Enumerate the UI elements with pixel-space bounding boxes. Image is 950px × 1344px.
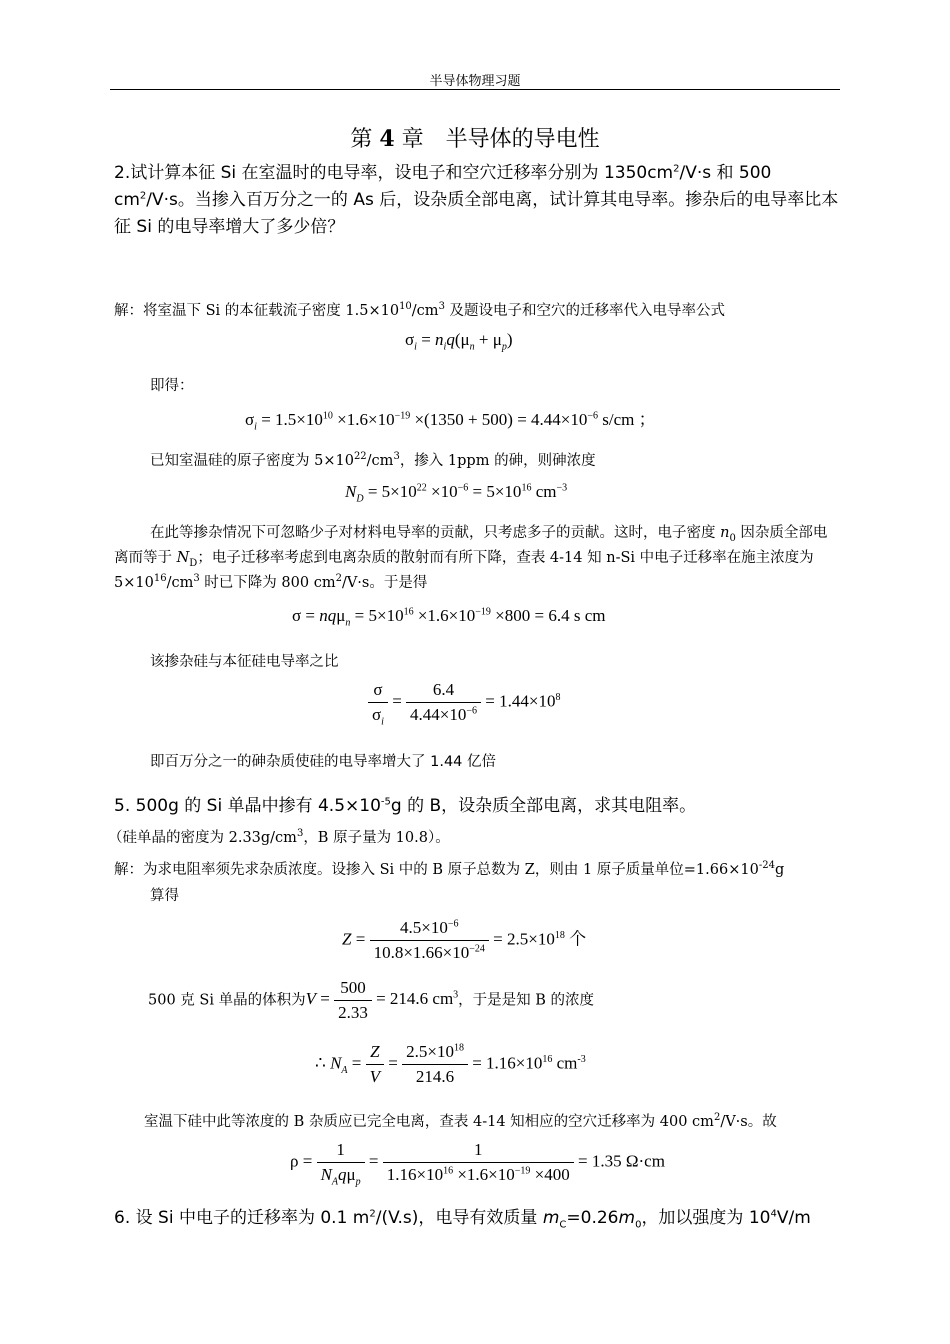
q2-eq-ratio: $\frac{\sigma}{\sigma_i}$ = $\frac{6.4}{4.44\times 10^{-6}}$ = $1.44\times 10^8$ [368,680,560,725]
q2-eq-arsenic-concentration: $N_D = 5\times 10^{22} \times 10^{-6} = 5\times 10^{16}$ $cm^{-3}$ [345,482,568,505]
q2-eq-doped-conductivity: $\sigma = nq\mu_n = 5\times 10^{16} \times 1.6\times 10^{-19} \times 800 = 6.4$ s cm [292,606,606,629]
page-header: 半导体物理习题 [429,74,521,89]
q5-solution-intro: 解：为求电阻率须先求杂质浓度。设掺入 Si 中的 B 原子总数为 Z，则由 1 原子质量单位$=1.66\times 10^{-24}g$ [114,860,785,878]
q2-ratio-intro: 该掺杂硅与本征硅电导率之比 [150,654,339,670]
q2-solution-intro: 解：将室温下 Si 的本征载流子密度 $1.5\times 10^{10}/cm^3$ 及题设电子和空穴的迁移率代入电导率公式 [114,301,726,319]
q5-volume-line: 500 克 Si 单晶的体积为V = $\frac{500}{2.33}$ = 214.6 $cm^3$，于是是知 B 的浓度 [148,978,595,1022]
q5-note: （硅单晶的密度为 $2.33g/cm^3$，B 原子量为 10.8）。 [108,828,450,846]
header-rule [110,89,840,90]
q5-solution-intro-2: 算得 [150,888,179,904]
q2-atom-density: 已知室温硅的原子密度为 $5\times 10^{22}/cm^3$，掺入 1ppm 的砷，则砷浓度 [150,451,596,469]
question-5: 5. 500g 的 Si 单晶中掺有 $4.5\times 10^{-5}g$ 的 B，设杂质全部电离，求其电阻率。 [114,796,697,816]
q2-jide: 即得： [150,378,194,394]
q2-paragraph-majority: 在此等掺杂情况下可忽略少子对材料电导率的贡献，只考虑多子的贡献。这时，电子密度 $n_0$ 因杂质全部电离而等于 $N_D$；电子迁移率考虑到电离杂质的散射而有所下降，查表 4-14 知 n-Si 中电子迁移率在施主浓度为 $5\times 10^{16}/cm^3$ 时已下降为 800 $cm^2/V\cdot s$。于是得 [114,525,828,591]
q5-eq-resistivity: ρ = $\frac{1}{N_Aq\mu_p}$ = $\frac{1}{1.16\times 10^{16} \times 1.6\times 10^{-19} \times 400}$ = 1.35 Ω·cm [290,1140,665,1188]
q2-eq-conductivity-formula: $\sigma_i = n_iq(\mu_n + \mu_p)$ [405,330,513,353]
q5-paragraph-ionized: 室温下硅中此等浓度的 B 杂质应已完全电离，查表 4-14 知相应的空穴迁移率为 400 $cm^2/V\cdot s$。故 [144,1112,777,1130]
chapter-title: 第 4 章 半导体的导电性 [350,126,600,152]
q5-eq-atom-count: Z = $\frac{4.5\times 10^{-6}}{10.8\times 1.66\times 10^{-24}}$ = $2.5\times 10^{18}$ 个 [342,918,587,962]
q2-conclusion: 即百万分之一的砷杂质使硅的电导率增大了 1.44 亿倍 [150,754,497,770]
q2-eq-intrinsic-value: $\sigma_i = 1.5\times 10^{10} \times 1.6\times 10^{-19} \times(1350 + 500) = 4.44\times 10^{-6}$ s/cm ； [245,410,656,433]
question-6: 6. 设 Si 中电子的迁移率为 0.1 $m^2/(V.s)$，电导有效质量 $m_C=0.26m_0$，加以强度为 $10^4V/m$ [114,1208,811,1231]
q5-eq-acceptor-concentration: ∴ $N_A$ = $\frac{Z}{V}$ = $\frac{2.5\times 10^{18}}{214.6}$ = $1.16\times 10^{16}$ $cm^{-3}$ [315,1042,586,1086]
question-2: 2.试计算本征 Si 在室温时的电导率，设电子和空穴迁移率分别为 $1350cm^2/V\cdot s$ 和 500 $cm^2/V\cdot s$。当掺入百万分之一的 As 后，设杂质全部电离，试计算其电导率。掺杂后的电导率比本征 Si 的电导率增大了多少倍？ [114,163,839,237]
